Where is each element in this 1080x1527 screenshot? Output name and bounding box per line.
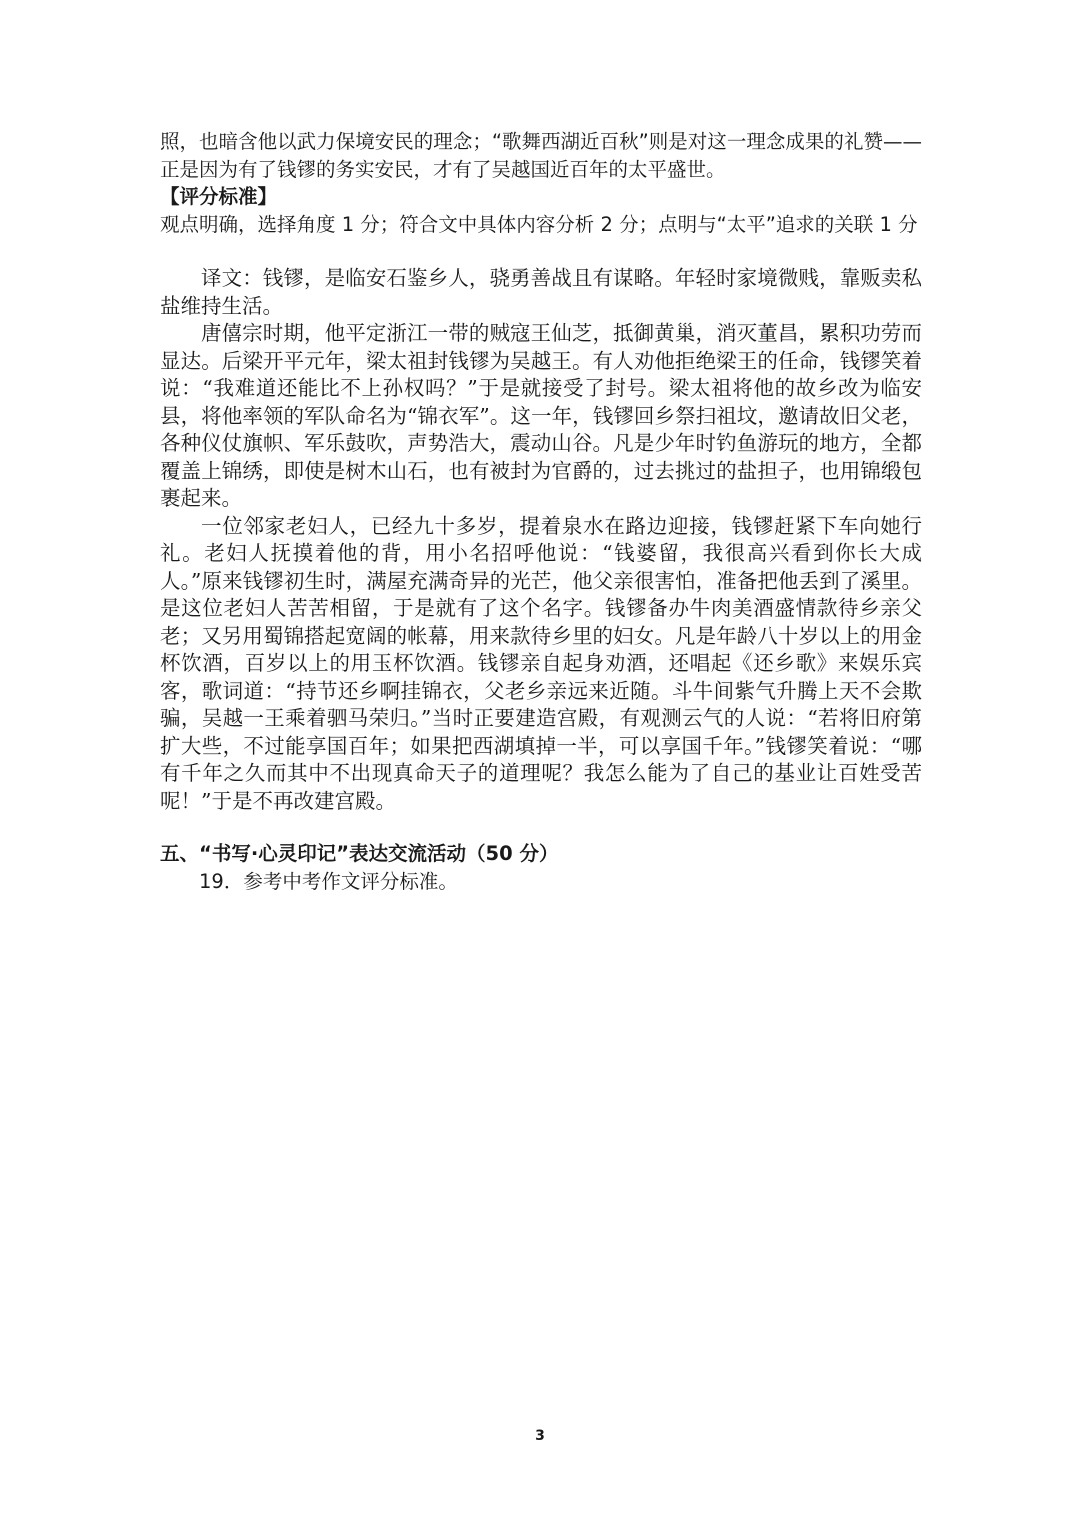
section-gap xyxy=(160,238,922,265)
criteria-heading: 【评分标准】 xyxy=(160,185,278,208)
page-number: 3 xyxy=(535,1428,545,1444)
section-5-heading: 五、“书写·心灵印记”表达交流活动（50 分） xyxy=(160,842,559,865)
translation-paragraph: 一位邻家老妇人，已经九十多岁，提着泉水在路边迎接，钱镠赶紧下车向她行礼。老妇人抚摸着他的背，用小名招呼他说：“钱婆留，我很高兴看到你长大成人。”原来钱镠初生时，满屋充满奇异的光芒，他父亲很害怕，准备把他丢到了溪里。是这位老妇人苦苦相留，于是就有了这个名字。钱镠备办牛肉美酒盛情款待乡亲父老；又另用蜀锦搭起宽阔的帐幕，用来款待乡里的妇女。凡是年龄八十岁以上的用金杯饮酒，百岁以上的用玉杯饮酒。钱镠亲自起身劝酒，还唱起《还乡歌》来娱乐宾客，歌词道：“持节还乡啊挂锦衣，父老乡亲远来近随。斗牛间紫气升腾上天不会欺骗，吴越一王乘着驷马荣归。”当时正要建造宫殿，有观测云气的人说：“若将旧府第扩大些，不过能享国百年；如果把西湖填掉一半，可以享国千年。”钱镠笑着说：“哪有千年之久而其中不出现真命天子的道理呢？我怎么能为了自己的基业让百姓受苦呢！”于是不再改建宫殿。 xyxy=(160,513,922,813)
criteria-text: 观点明确，选择角度 1 分；符合文中具体内容分析 2 分；点明与“太平”追求的关联 1 分 xyxy=(160,212,918,236)
answer-continuation: 照，也暗含他以武力保境安民的理念；“歌舞西湖近百秋”则是对这一理念成果的礼赞——正是因为有了钱镠的务实安民，才有了吴越国近百年的太平盛世。 xyxy=(160,130,922,181)
translation-paragraph: 唐僖宗时期，他平定浙江一带的贼寇王仙芝，抵御黄巢，消灭董昌，累积功劳而显达。后梁开平元年，梁太祖封钱镠为吴越王。有人劝他拒绝梁王的任命，钱镠笑着说：“我难道还能比不上孙权吗？”于是就接受了封号。梁太祖将他的故乡改为临安县，将他率领的军队命名为“锦衣军”。这一年，钱镠回乡祭扫祖坟，邀请故旧父老，各种仪仗旗帜、军乐鼓吹，声势浩大，震动山谷。凡是少年时钓鱼游玩的地方，全都覆盖上锦绣，即使是树木山石，也有被封为官爵的，过去挑过的盐担子，也用锦缎包裹起来。 xyxy=(160,321,922,510)
section-gap xyxy=(160,815,922,840)
document-page xyxy=(160,128,922,895)
translation-paragraph: 译文：钱镠，是临安石鉴乡人，骁勇善战且有谋略。年轻时家境微贱，靠贩卖私盐维持生活。 xyxy=(160,266,922,318)
section-5-item: 19．参考中考作文评分标准。 xyxy=(199,869,458,893)
